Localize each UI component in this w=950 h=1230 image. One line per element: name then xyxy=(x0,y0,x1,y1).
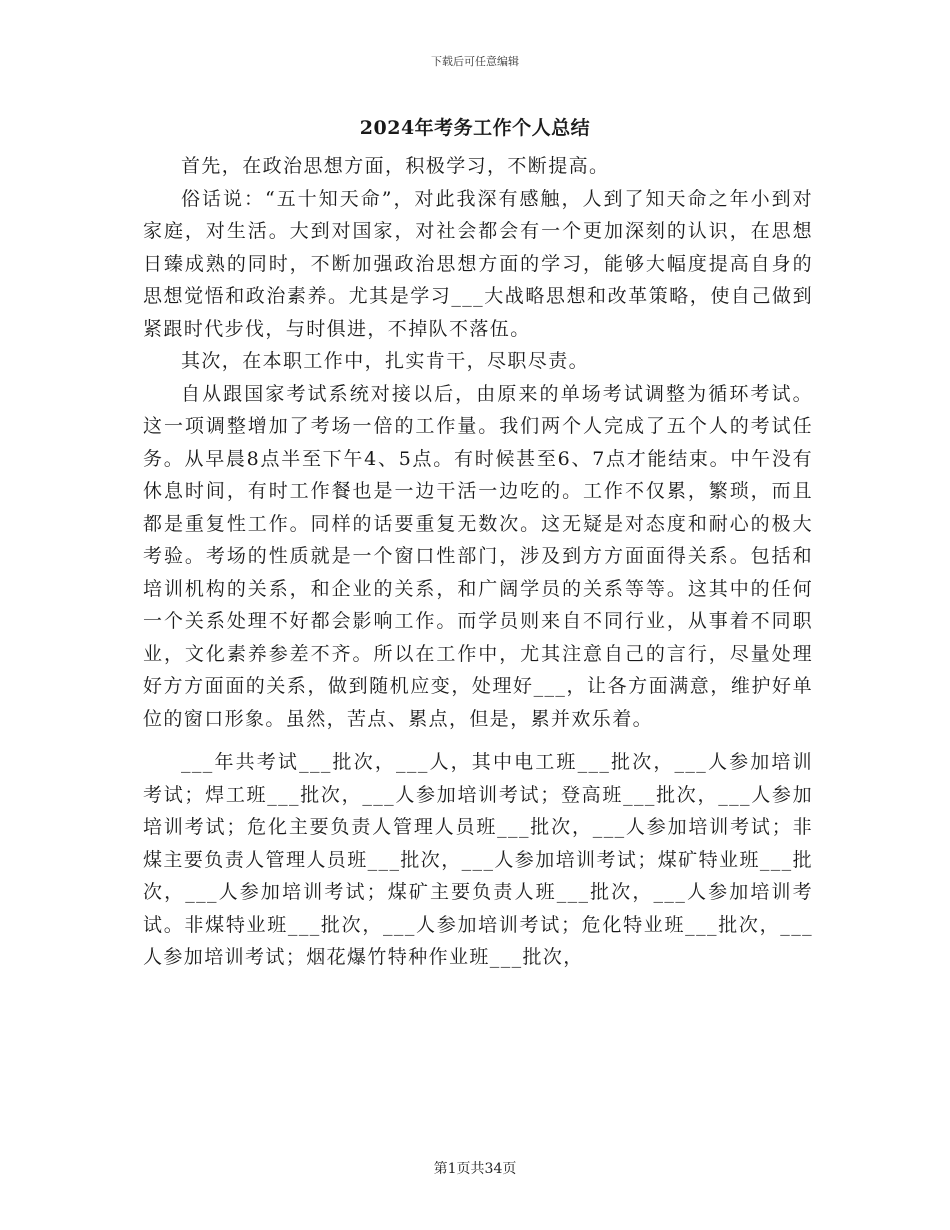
document-body xyxy=(143,150,813,974)
paragraph-3: 其次，在本职工作中，扎实肯干，尽职尽责。 xyxy=(181,350,590,372)
paragraph-2: 俗话说：“五十知天命”，对此我深有感触，人到了知天命之年小到对家庭，对生活。大到对国家，对社会都会有一个更加深刻的认识，在思想日臻成熟的同时，不断加强政治思想方面的学习，能够大幅度提高自身的思想觉悟和政治素养。尤其是学习___大战略思想和改革策略，使自己做到紧跟时代步伐，与时俱进，不掉队不落伍。 xyxy=(143,187,813,340)
page-header-note: 下载后可任意编辑 xyxy=(431,55,519,68)
page-number-footer: 第1页共34页 xyxy=(433,1161,517,1177)
paragraph-4: 自从跟国家考试系统对接以后，由原来的单场考试调整为循环考试。这一项调整增加了考场一倍的工作量。我们两个人完成了五个人的考试任务。从早晨8点半至下午4、5点。有时候甚至6、7点才能结束。中午没有休息时间，有时工作餐也是一边干活一边吃的。工作不仅累，繁琐，而且都是重复性工作。同样的话要重复无数次。这无疑是对态度和耐心的极大考验。考场的性质就是一个窗口性部门，涉及到方方面面得关系。包括和培训机构的关系，和企业的关系，和广阔学员的关系等等。这其中的任何一个关系处理不好都会影响工作。而学员则来自不同行业，从事着不同职业，文化素养参差不齐。所以在工作中，尤其注意自己的言行，尽量处理好方方面面的关系，做到随机应变，处理好___，让各方面满意，维护好单位的窗口形象。虽然，苦点、累点，但是，累并欢乐着。 xyxy=(143,382,813,730)
paragraph-5: ___年共考试___批次，___人，其中电工班___批次，___人参加培训考试；焊工班___批次，___人参加培训考试；登高班___批次，___人参加培训考试；危化主要负责人管理人员班___批次，___人参加培训考试；非煤主要负责人管理人员班___批次，___人参加培训考试；煤矿特业班___批次，___人参加培训考试；煤矿主要负责人班___批次，___人参加培训考试。非煤特业班___批次，___人参加培训考试；危化特业班___批次，___人参加培训考试；烟花爆竹特种作业班___批次， xyxy=(143,751,813,968)
document-title: 2024年考务工作个人总结 xyxy=(359,117,591,139)
paragraph-1: 首先，在政治思想方面，积极学习，不断提高。 xyxy=(181,155,610,177)
